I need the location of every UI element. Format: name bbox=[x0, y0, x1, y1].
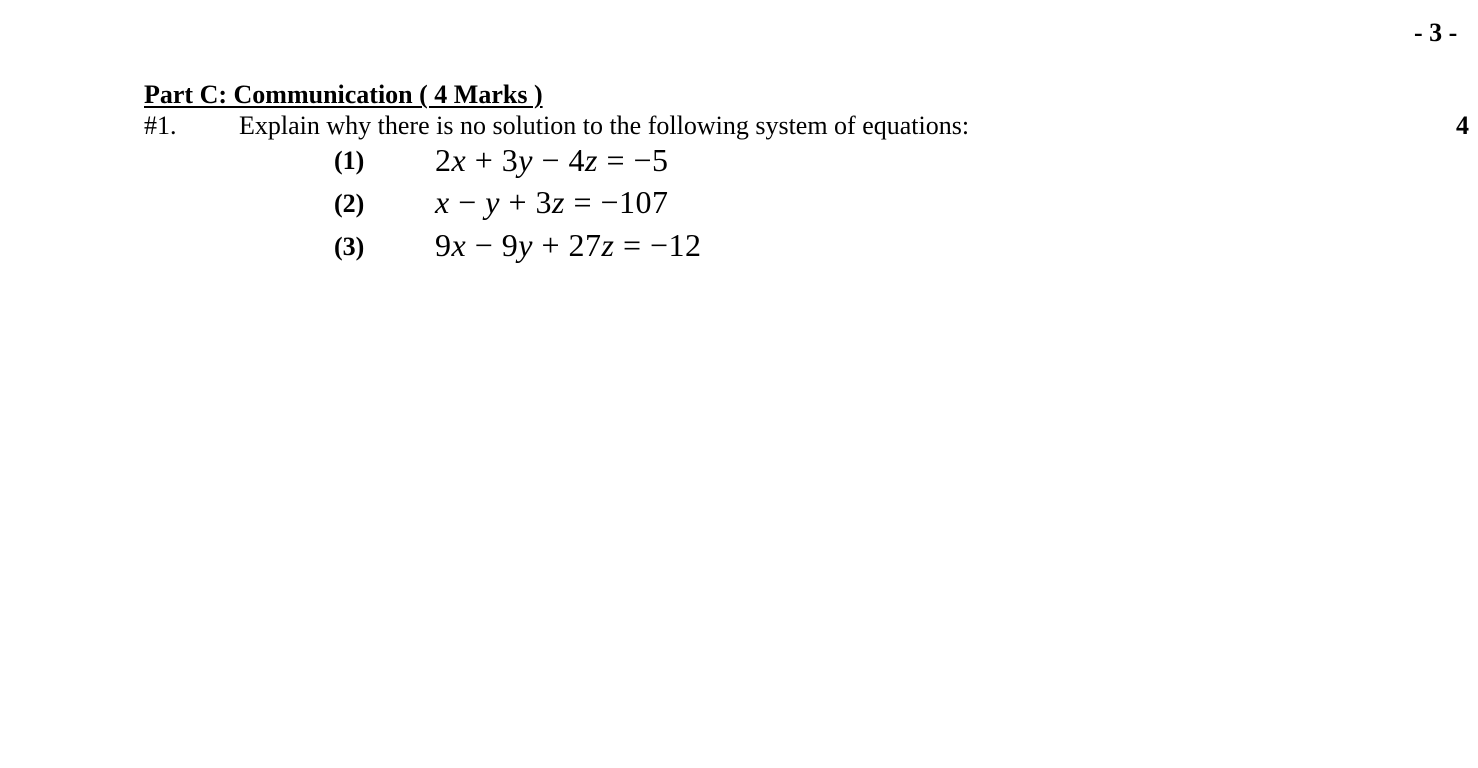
equation-label-2: (2) bbox=[334, 189, 365, 218]
section-heading: Part C: Communication ( 4 Marks ) bbox=[144, 80, 543, 109]
equation-label-3: (3) bbox=[334, 232, 365, 261]
equation-3: 9x − 9y + 27z = −12 bbox=[435, 227, 702, 263]
equation-1: 2x + 3y − 4z = −5 bbox=[435, 142, 669, 178]
equation-2: x − y + 3z = −107 bbox=[435, 184, 669, 220]
question-number: #1. bbox=[144, 111, 177, 140]
page-number: - 3 - bbox=[1414, 18, 1458, 47]
question-marks: 4 bbox=[1456, 111, 1469, 140]
equation-label-1: (1) bbox=[334, 146, 365, 175]
question-prompt: Explain why there is no solution to the following system of equations: bbox=[239, 111, 970, 140]
